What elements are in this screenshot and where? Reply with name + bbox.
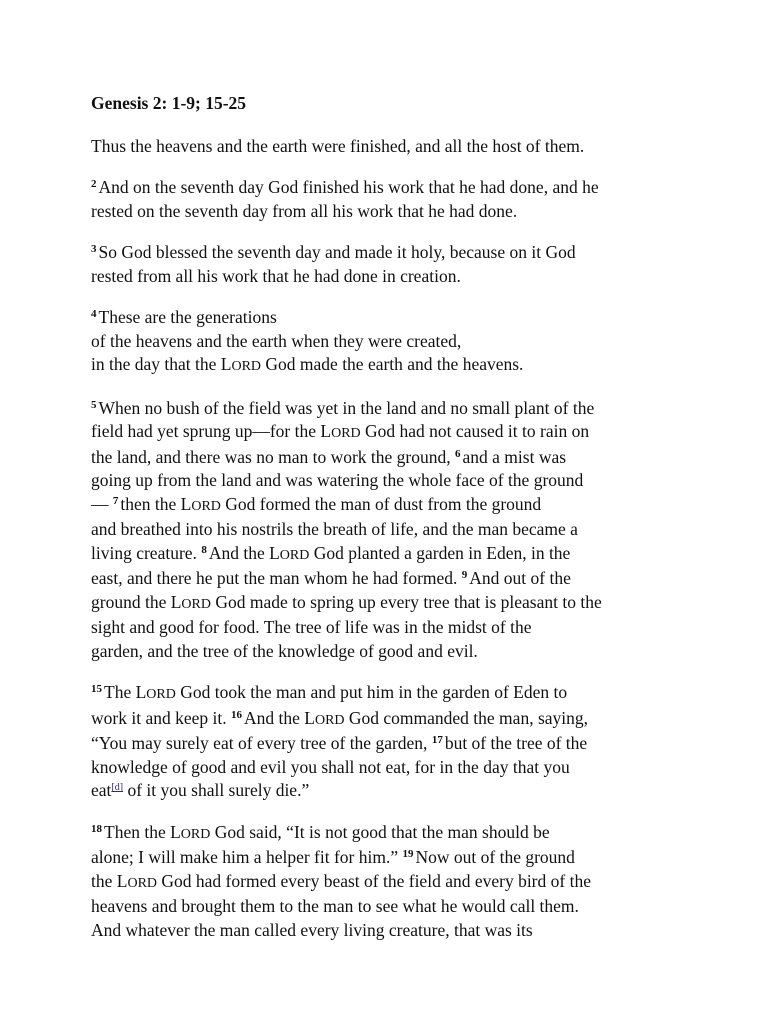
text-span: God formed the man of dust from the ground (220, 493, 542, 514)
lord-small-caps (117, 871, 157, 891)
lord-initial: L (170, 821, 181, 842)
verse-number: 18 (91, 822, 102, 835)
verse-number: 2 (91, 178, 97, 190)
text-span: ground the (91, 591, 171, 612)
verse-number: 6 (455, 447, 461, 460)
text-line (91, 241, 691, 265)
lord-small-caps (221, 354, 261, 374)
text-span: And the (243, 707, 305, 728)
paragraph-verse-5 (91, 397, 691, 664)
text-span: These are the generations (98, 307, 277, 327)
text-span: eat (91, 780, 112, 800)
lord-initial: L (269, 542, 280, 563)
lord-initial: L (304, 707, 315, 728)
verse-number: 16 (230, 708, 242, 721)
text-span: the (91, 870, 117, 891)
text-line (91, 353, 691, 379)
text-line: of the heavens and the earth when they were created, (91, 330, 462, 351)
verse-number: 4 (91, 308, 97, 320)
text-span: And the (208, 542, 270, 563)
lord-initial: L (170, 591, 182, 612)
text-span: and a mist was (462, 446, 567, 467)
verse-number: 19 (402, 848, 414, 860)
verse-number: 3 (91, 243, 97, 255)
lord-rest: ORD (180, 826, 211, 842)
lord-rest: ORD (127, 875, 158, 891)
text-span: field had yet sprung up—for the (91, 421, 321, 441)
lord-small-caps (181, 494, 221, 514)
text-line (91, 846, 691, 870)
verse-number: 17 (431, 734, 443, 746)
lord-small-caps (304, 708, 344, 728)
text-span: And on the seventh day God finished his work that he had done, and he (98, 177, 599, 197)
text-line: going up from the land and was watering the whole face of the ground (91, 470, 584, 490)
lord-rest: ORD (181, 596, 211, 612)
text-span: And out of the (469, 568, 571, 588)
verse-number: 8 (201, 543, 207, 556)
text-line (91, 176, 691, 200)
text-line: and breathed into his nostrils the breath of life, and the man became a (91, 519, 578, 539)
text-span: When no bush of the field was yet in the land and no small plant of the (98, 397, 595, 418)
text-line (91, 306, 691, 330)
lord-initial: L (220, 354, 232, 374)
paragraph-verse-1 (91, 135, 691, 159)
lord-initial: L (320, 421, 332, 441)
text-span: God made the earth and the heavens. (261, 354, 524, 374)
text-span: of it you shall surely die.” (123, 780, 310, 800)
lord-rest: ORD (191, 498, 221, 514)
text-line: rested on the seventh day from all his work that he had done. (91, 200, 518, 221)
text-line (91, 732, 691, 756)
text-span: God made to spring up every tree that is pleasant to the (210, 591, 602, 612)
text-span: God had formed every beast of the field and every bird of the (157, 870, 591, 891)
verse-number: 9 (461, 569, 468, 581)
text-line (91, 542, 691, 568)
text-span: Then the (104, 821, 171, 842)
verse-number: 15 (91, 683, 102, 695)
verse-number: 7 (112, 494, 119, 507)
text-span: work it and keep it. (91, 707, 231, 728)
document-page (91, 92, 691, 960)
text-line (91, 870, 691, 896)
page-title: Genesis 2: 1-9; 15-25 (91, 93, 247, 113)
text-span: God planted a garden in Eden, in the (309, 542, 571, 563)
text-line (91, 567, 691, 591)
text-line: heavens and brought them to the man to see what he would call them. (91, 896, 579, 916)
lord-rest: ORD (314, 712, 345, 728)
text-line (91, 420, 691, 446)
paragraph-verse-18 (91, 821, 691, 943)
text-line (91, 493, 691, 519)
lord-rest: ORD (331, 426, 361, 441)
lord-small-caps (269, 543, 309, 563)
text-span: the land, and there was no man to work the ground, (91, 446, 456, 467)
text-line (91, 707, 691, 733)
text-span: “You may surely eat of every tree of the garden, (91, 733, 432, 753)
text-span: God had not caused it to rain on (360, 421, 590, 441)
text-line: garden, and the tree of the knowledge of good and evil. (91, 640, 478, 661)
text-span: in the day that the (91, 354, 221, 374)
text-span: alone; I will make him a helper fit for him.” (91, 847, 403, 867)
lord-small-caps (320, 421, 360, 441)
verse-number: 5 (91, 398, 97, 411)
lord-rest: ORD (146, 687, 176, 702)
paragraph-verse-15 (91, 681, 691, 803)
text-span: God took the man and put him in the garden of Eden to (175, 682, 568, 702)
text-span: Now out of the ground (415, 847, 575, 867)
lord-small-caps (170, 822, 210, 842)
text-line (91, 821, 691, 847)
lord-rest: ORD (279, 547, 310, 563)
paragraph-verse-4 (91, 306, 691, 379)
text-line (91, 681, 691, 707)
text-span: but of the tree of the (444, 733, 588, 753)
lord-initial: L (180, 493, 192, 514)
text-line: And whatever the man called every living creature, that was its (91, 919, 533, 940)
lord-rest: ORD (231, 359, 262, 374)
text-line (91, 446, 691, 470)
lord-initial: L (135, 682, 147, 702)
text-line (91, 397, 691, 421)
text-span: So God blessed the seventh day and made it holy, because on it God (98, 242, 576, 262)
text-line (91, 591, 691, 617)
text-line: sight and good for food. The tree of life was in the midst of the (91, 617, 532, 637)
text-span: God said, “It is not good that the man should be (210, 821, 550, 842)
paragraph-verse-3 (91, 241, 691, 288)
lord-small-caps (171, 592, 211, 612)
text-span: then the (120, 493, 181, 514)
text-line: knowledge of good and evil you shall not eat, for in the day that you (91, 756, 570, 777)
lord-initial: L (116, 870, 128, 891)
lord-small-caps (136, 682, 176, 702)
paragraph-verse-2 (91, 176, 691, 223)
text-span: living creature. (91, 542, 202, 563)
text-line (91, 779, 691, 803)
text-line: Thus the heavens and the earth were finished, and all the host of them. (91, 135, 585, 156)
text-span: God commanded the man, saying, (344, 707, 589, 728)
text-span: The (104, 682, 136, 702)
text-line: rested from all his work that he had done in creation. (91, 265, 461, 286)
text-span: east, and there he put the man whom he had formed. (91, 568, 462, 588)
footnote-link[interactable]: [d] (111, 782, 124, 793)
text-span: — (91, 493, 113, 514)
